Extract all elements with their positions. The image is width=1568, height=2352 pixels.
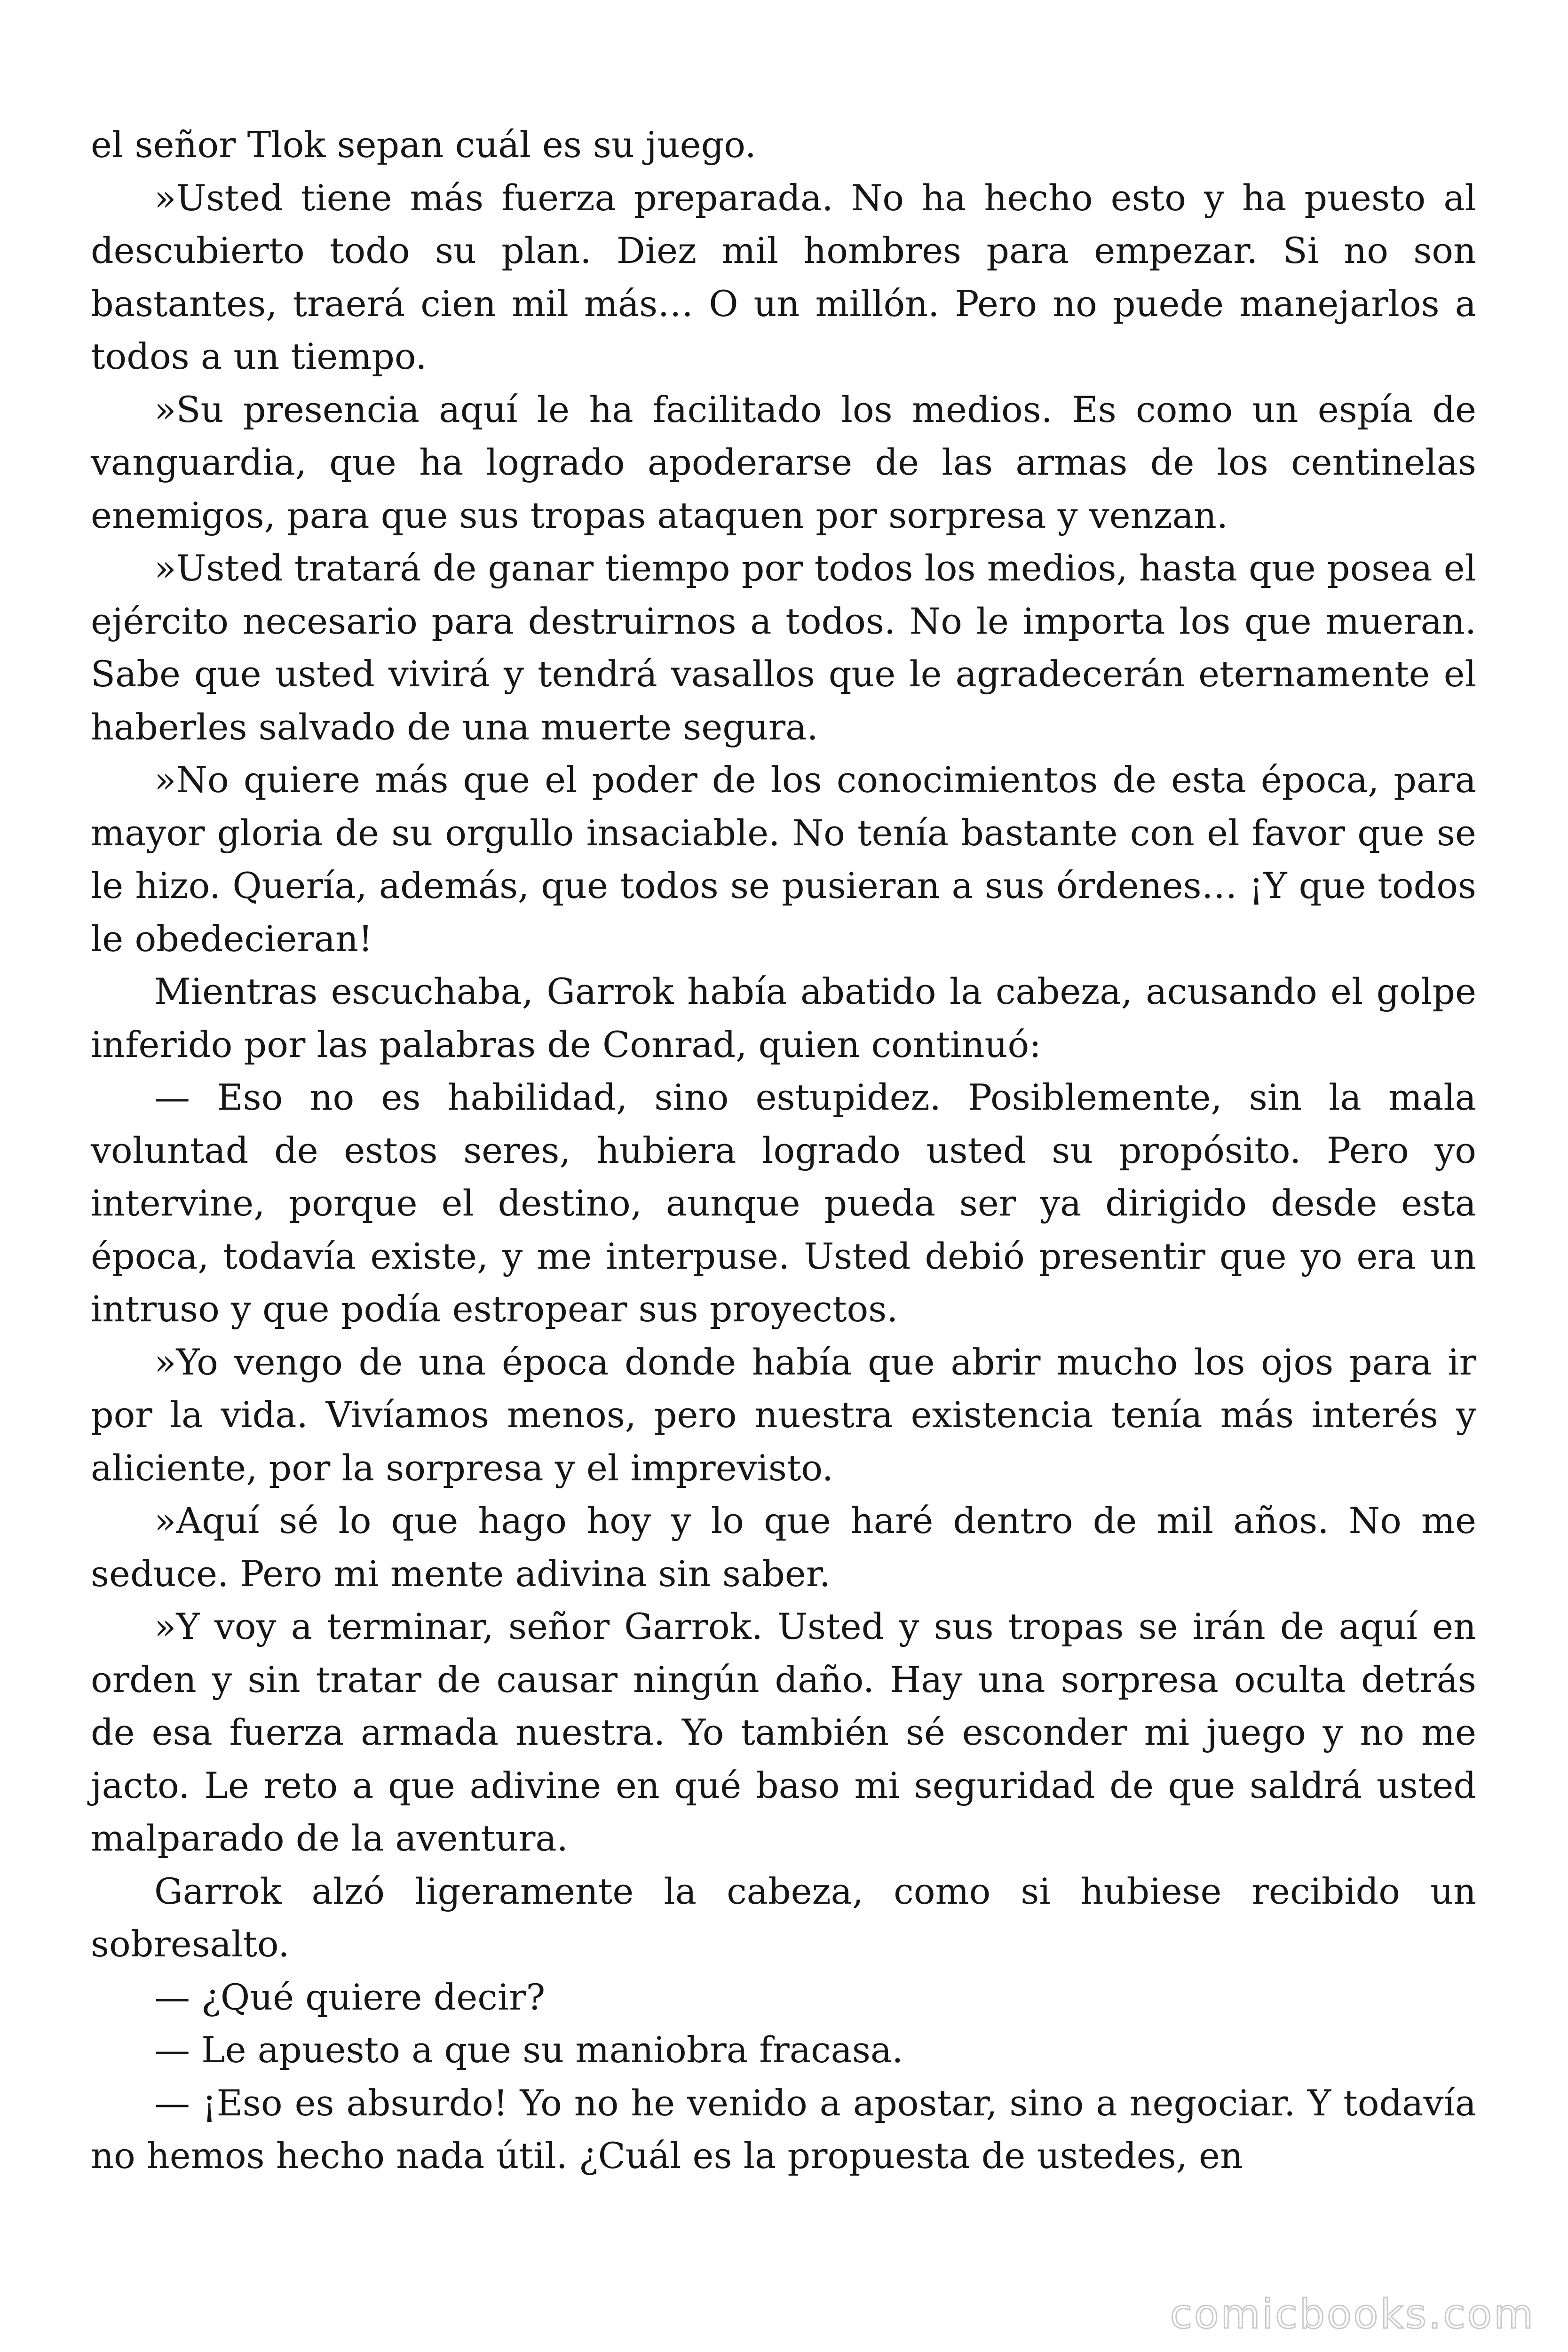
paragraph: — ¡Eso es absurdo! Yo no he venido a apostar, sino a negociar. Y todavía no hemos hecho nada útil. ¿Cuál es la propuesta de ustedes, en: [91, 2082, 1476, 2177]
paragraph: »No quiere más que el poder de los conocimientos de esta época, para mayor gloria de su orgullo insaciable. No tenía bastante con el favor que se le hizo. Quería, además, que todos se pusieran a sus órdenes… ¡Y que todos le obedecieran!: [91, 759, 1476, 960]
paragraph: »Y voy a terminar, señor Garrok. Usted y sus tropas se irán de aquí en orden y sin tratar de causar ningún daño. Hay una sorpresa oculta detrás de esa fuerza armada nuestra. Yo también sé esconder mi juego y no me jacto. Le reto a que adivine en qué baso mi seguridad de que saldrá usted malparado de la aventura.: [91, 1605, 1476, 1859]
paragraph: »Usted tiene más fuerza preparada. No ha hecho esto y ha puesto al descubierto todo su plan. Diez mil hombres para empezar. Si no son bastantes, traerá cien mil más… O un millón. Pero no puede manejarlos a todos a un tiempo.: [91, 176, 1476, 377]
paragraph: »Usted tratará de ganar tiempo por todos los medios, hasta que posea el ejército necesario para destruirnos a todos. No le importa los que mueran. Sabe que usted vivirá y tendrá vasallos que le agradecerán eternamente el haberles salvado de una muerte segura.: [91, 547, 1476, 748]
paragraph: Garrok alzó ligeramente la cabeza, como si hubiese recibido un sobresalto.: [91, 1870, 1476, 1965]
paragraph: el señor Tlok sepan cuál es su juego.: [91, 124, 756, 166]
paragraph: Mientras escuchaba, Garrok había abatido la cabeza, acusando el golpe inferido por las palabras de Conrad, quien continuó:: [91, 970, 1476, 1065]
watermark: comicbooks.com: [1170, 2291, 1535, 2338]
paragraph: »Su presencia aquí le ha facilitado los medios. Es como un espía de vanguardia, que ha logrado apoderarse de las armas de los centinelas enemigos, para que sus tropas ataquen por sorpresa y venzan.: [91, 388, 1476, 536]
paragraph: »Yo vengo de una época donde había que abrir mucho los ojos para ir por la vida. Vivíamos menos, pero nuestra existencia tenía más interés y aliciente, por la sorpresa y el imprevisto.: [91, 1341, 1476, 1489]
paragraph: — ¿Qué quiere decir?: [154, 1976, 546, 2018]
paragraph: — Eso no es habilidad, sino estupidez. Posiblemente, sin la mala voluntad de estos seres, hubiera logrado usted su propósito. Pero yo intervine, porque el destino, aunque pueda ser ya dirigido desde esta época, todavía existe, y me interpuse. Usted debió presentir que yo era un intruso y que podía estropear sus proyectos.: [91, 1076, 1476, 1330]
paragraph: — Le apuesto a que su maniobra fracasa.: [154, 2029, 903, 2071]
book-page: [91, 119, 1476, 2183]
paragraph: »Aquí sé lo que hago hoy y lo que haré dentro de mil años. No me seduce. Pero mi mente adivina sin saber.: [91, 1500, 1476, 1595]
